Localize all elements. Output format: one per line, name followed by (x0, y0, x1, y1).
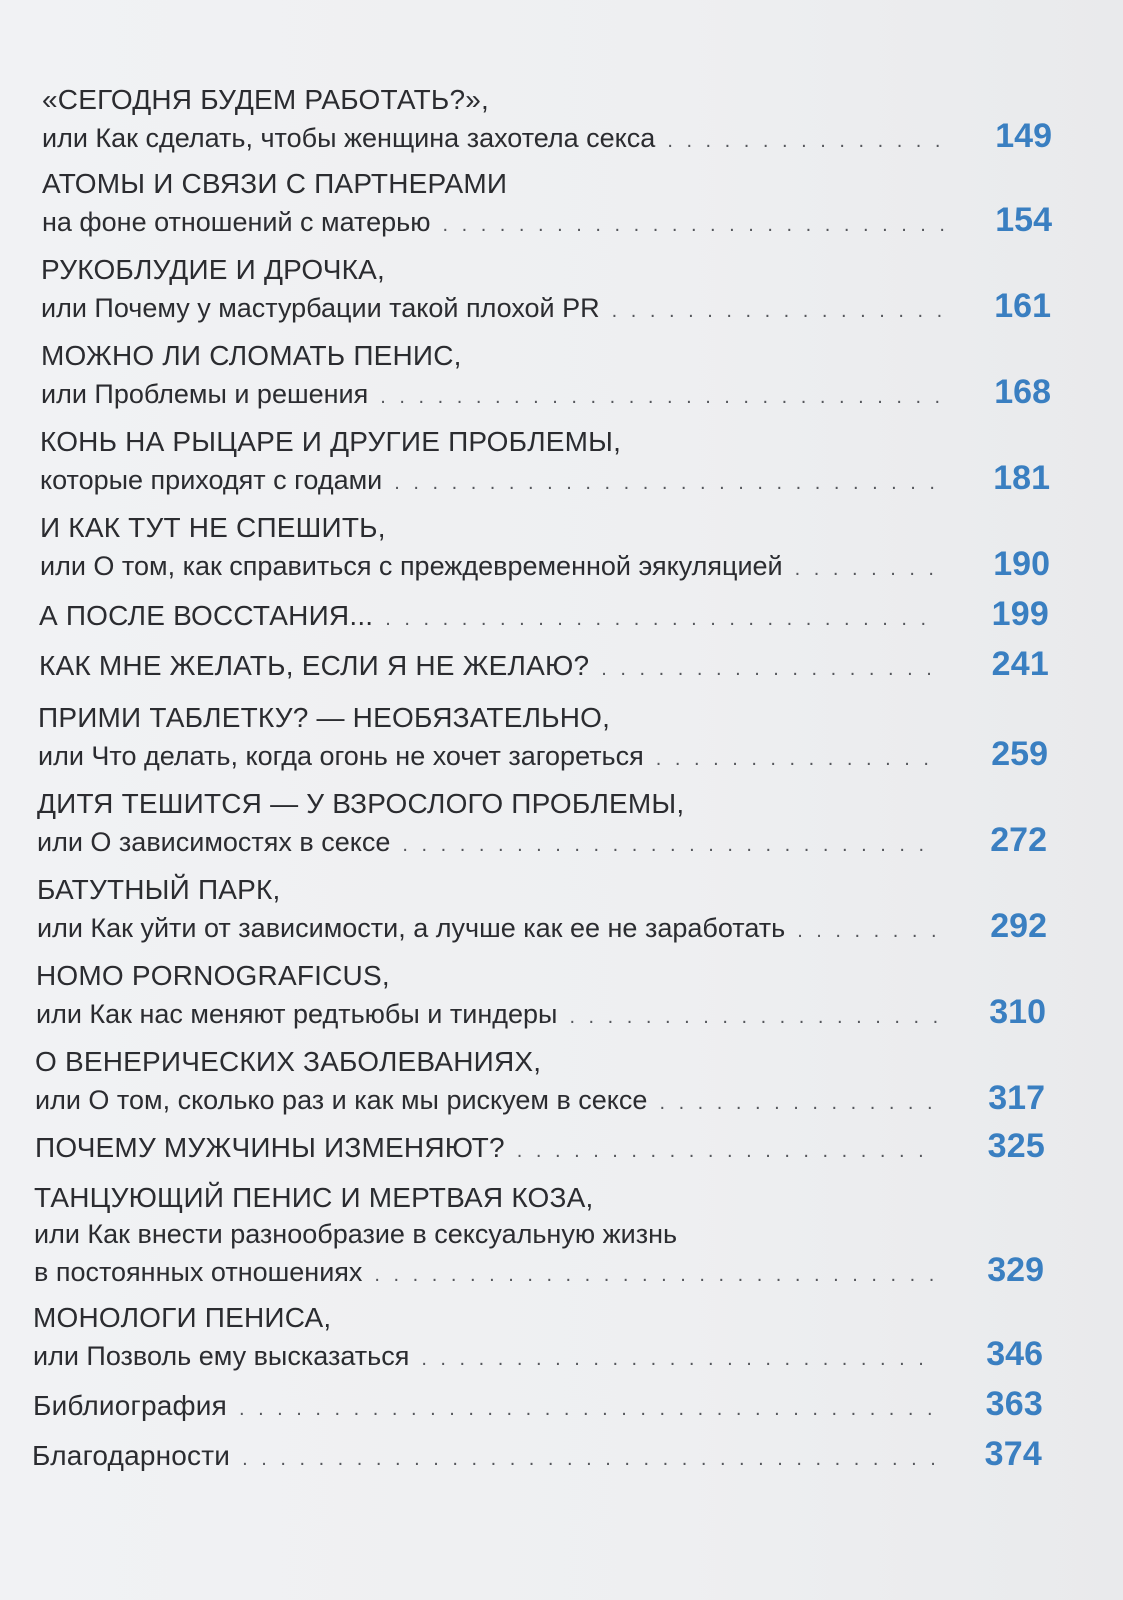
toc-entry-subtitle: или О том, сколько раз и как мы рискуем в сексе (35, 1085, 648, 1115)
toc-page-number[interactable]: 317 (988, 1079, 1045, 1117)
toc-page-number[interactable]: 325 (987, 1127, 1045, 1165)
toc-page-number[interactable]: 149 (995, 117, 1052, 155)
toc-page-number[interactable]: 181 (993, 459, 1050, 497)
dot-leader (656, 741, 940, 777)
toc-page-number[interactable]: 190 (993, 545, 1050, 583)
dot-leader (421, 1341, 935, 1377)
toc-entry[interactable] (33, 1300, 1043, 1372)
toc-entry-title: РУКОБЛУДИЕ И ДРОЧКА, (41, 254, 385, 285)
dot-leader (380, 379, 943, 415)
toc-entry[interactable] (37, 872, 1047, 944)
toc-page-number[interactable]: 161 (994, 287, 1051, 325)
toc-entry-title: АТОМЫ И СВЯЗИ С ПАРТНЕРАМИ (42, 168, 508, 199)
toc-entry-title: МОНОЛОГИ ПЕНИСА, (33, 1302, 332, 1333)
toc-entry-subtitle: в постоянных отношениях (34, 1257, 363, 1287)
toc-page-number[interactable]: 241 (991, 645, 1049, 683)
toc-entry[interactable] (40, 510, 1050, 582)
toc-entry-subtitle: на фоне отношений с матерью (42, 207, 431, 237)
dot-leader (659, 1085, 937, 1121)
toc-entry-subtitle: или Что делать, когда огонь не хочет загореться (38, 741, 644, 771)
toc-entry[interactable] (39, 646, 1049, 682)
toc-page-number[interactable]: 374 (984, 1435, 1042, 1473)
toc-entry-subtitle: или Почему у мастурбации такой плохой PR (41, 293, 600, 323)
toc-entry-subtitle: которые приходят с годами (40, 465, 383, 495)
toc-entry-subtitle: или Как сделать, чтобы женщина захотела секса (42, 123, 656, 153)
toc-entry[interactable] (40, 424, 1050, 496)
toc-entry-title: ДИТЯ ТЕШИТСЯ — У ВЗРОСЛОГО ПРОБЛЕМЫ, (37, 788, 685, 819)
dot-leader (239, 1391, 935, 1427)
toc-entry-subtitle: или Как нас меняют редтьюбы и тиндеры (36, 999, 558, 1029)
toc-page-number[interactable]: 168 (994, 373, 1051, 411)
dot-leader (797, 913, 939, 949)
toc-page-number[interactable]: 363 (985, 1385, 1043, 1423)
toc-entry-title: И КАК ТУТ НЕ СПЕШИТЬ, (40, 512, 386, 543)
toc-entry-title: А ПОСЛЕ ВОССТАНИЯ... (39, 600, 374, 631)
toc-entry[interactable] (42, 166, 1052, 238)
toc-page-number[interactable]: 329 (987, 1251, 1044, 1289)
toc-entry-subtitle: или О зависимостях в сексе (37, 827, 391, 857)
toc-entry-subtitle: или Позволь ему высказаться (33, 1341, 410, 1371)
toc-page-number[interactable]: 272 (990, 821, 1047, 859)
dot-leader (612, 293, 943, 329)
toc-entry-title: ПРИМИ ТАБЛЕТКУ? — НЕОБЯЗАТЕЛЬНО, (38, 702, 611, 733)
toc-page-number[interactable]: 292 (990, 907, 1047, 945)
toc-entry-title: БАТУТНЫЙ ПАРК, (37, 874, 281, 905)
toc-entry-title: Библиография (33, 1390, 227, 1421)
toc-entry-title: HOMO PORNOGRAFICUS, (36, 960, 390, 991)
dot-leader (374, 1257, 936, 1293)
toc-entry[interactable] (36, 958, 1046, 1030)
toc-entry[interactable] (39, 596, 1049, 632)
toc-entry-title: «СЕГОДНЯ БУДЕМ РАБОТАТЬ?», (42, 84, 489, 115)
toc-entry[interactable] (42, 82, 1052, 154)
dot-leader (795, 551, 942, 587)
toc-entry-subtitle: или Как уйти от зависимости, а лучше как ее не заработать (37, 913, 786, 943)
dot-leader (385, 601, 941, 637)
toc-entry[interactable] (34, 1180, 1044, 1288)
toc-entry[interactable] (37, 786, 1047, 858)
toc-page-number[interactable]: 259 (991, 735, 1048, 773)
toc-entry[interactable] (41, 338, 1051, 410)
toc-entry[interactable] (35, 1128, 1045, 1164)
toc-entry-title: КОНЬ НА РЫЦАРЕ И ДРУГИЕ ПРОБЛЕМЫ, (40, 426, 622, 457)
toc-entry[interactable] (41, 252, 1051, 324)
toc-entry-title: ТАНЦУЮЩИЙ ПЕНИС И МЕРТВАЯ КОЗА, (34, 1182, 594, 1213)
toc-entry-title: О ВЕНЕРИЧЕСКИХ ЗАБОЛЕВАНИЯХ, (35, 1046, 542, 1077)
dot-leader (242, 1441, 934, 1477)
toc-entry-title: МОЖНО ЛИ СЛОМАТЬ ПЕНИС, (41, 340, 462, 371)
toc-entry-subtitle: или Как внести разнообразие в сексуальную жизнь (34, 1219, 678, 1249)
dot-leader (394, 465, 942, 501)
dot-leader (517, 1133, 937, 1169)
dot-leader (442, 207, 944, 243)
toc-entry[interactable] (35, 1044, 1045, 1116)
dot-leader (601, 651, 941, 687)
toc-entry-subtitle: или Проблемы и решения (41, 379, 369, 409)
toc-entry-title: ПОЧЕМУ МУЖЧИНЫ ИЗМЕНЯЮТ? (35, 1132, 505, 1163)
toc-page-number[interactable]: 346 (986, 1335, 1043, 1373)
toc-entry-title: КАК МНЕ ЖЕЛАТЬ, ЕСЛИ Я НЕ ЖЕЛАЮ? (39, 650, 590, 681)
toc-page-number[interactable]: 310 (989, 993, 1046, 1031)
toc-entry-subtitle: или О том, как справиться с преждевременной эякуляцией (40, 551, 783, 581)
toc-entry[interactable] (38, 700, 1048, 772)
toc-entry[interactable] (32, 1436, 1042, 1472)
toc-entry[interactable] (33, 1386, 1043, 1422)
dot-leader (569, 999, 938, 1035)
toc-page-number[interactable]: 154 (995, 201, 1052, 239)
dot-leader (667, 123, 944, 159)
toc-entry-title: Благодарности (32, 1440, 231, 1471)
toc-page-number[interactable]: 199 (991, 595, 1049, 633)
dot-leader (402, 827, 939, 863)
